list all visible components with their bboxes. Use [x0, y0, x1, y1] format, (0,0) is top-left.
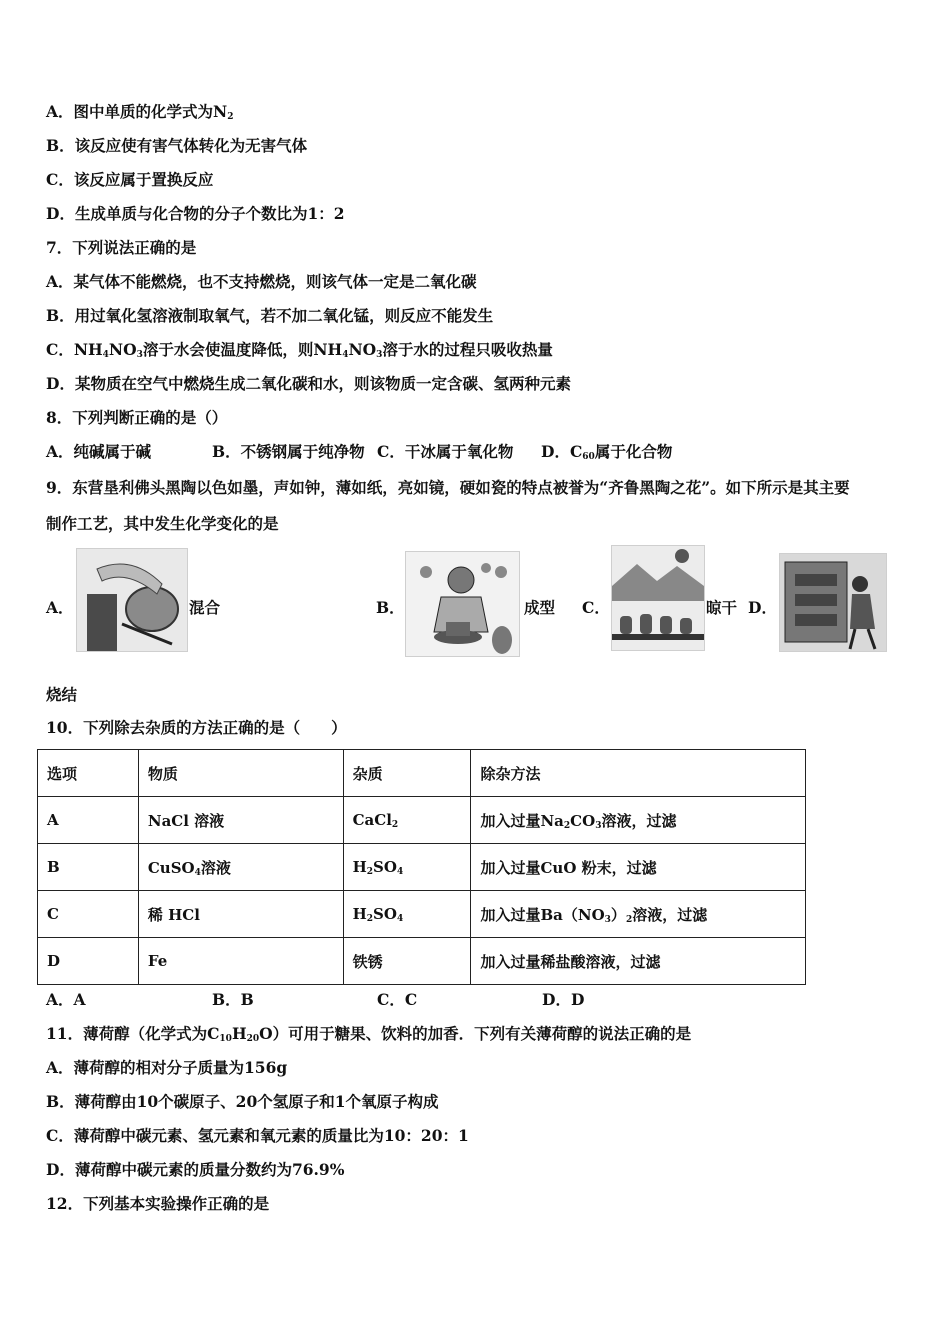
cell-option: B	[38, 844, 139, 891]
q8-stem: 8．下列判断正确的是（）	[46, 408, 228, 427]
cell-option: A	[38, 797, 139, 844]
q10-answer-b: B．B	[212, 990, 254, 1009]
q8-option-c: C．干冰属于氧化物	[377, 442, 514, 461]
cell-substance: NaCl 溶液	[138, 797, 343, 844]
cell-impurity: 铁锈	[343, 938, 471, 985]
q11-option-c: C．薄荷醇中碳元素、氢元素和氧元素的质量比为10：20：1	[46, 1126, 469, 1145]
q6-option-a: A．图中单质的化学式为$N_2$	[46, 102, 234, 122]
q11-stem: 11．薄荷醇（化学式为$C_{10}H_{20}O$）可用于糖果、饮料的加香．下列有关薄荷醇的说法正确的是	[46, 1024, 692, 1044]
header-substance: 物质	[138, 750, 343, 797]
q9-option-a-label: A．	[46, 598, 74, 617]
cell-impurity: $H_2SO_4$	[343, 891, 471, 938]
q7-option-c: C．$NH_4NO_3$溶于水会使温度降低，则$NH_4NO_3$溶于水的过程只吸收热量	[46, 340, 553, 360]
table-row	[38, 844, 806, 891]
q9-option-d-label: D．	[748, 598, 777, 617]
cell-impurity: CaCl$_2$	[343, 797, 471, 844]
q11-option-a: A．薄荷醇的相对分子质量为156g	[46, 1058, 288, 1077]
q10-answer-d: D．D	[542, 990, 585, 1009]
q9-option-b-label: B．	[376, 598, 405, 617]
cell-substance: Fe	[138, 938, 343, 985]
q9-image-shaping	[405, 551, 520, 657]
cell-method: 加入过量$Ba(NO_3)_2$溶液，过滤	[471, 891, 806, 938]
q9-option-c-text: 晾干	[706, 598, 738, 617]
cell-method: 加入过量CuO 粉末，过滤	[471, 844, 806, 891]
header-option: 选项	[38, 750, 139, 797]
q10-stem: 10．下列除去杂质的方法正确的是（ ）	[46, 718, 347, 737]
q7-option-b: B．用过氧化氢溶液制取氧气，若不加二氧化锰，则反应不能发生	[46, 306, 494, 325]
cell-option: D	[38, 938, 139, 985]
q11-option-d: D．薄荷醇中碳元素的质量分数约为76.9%	[46, 1160, 345, 1179]
q9-stem-line1: 9．东营垦利佛头黑陶以色如墨，声如钟，薄如纸，亮如镜，硬如瓷的特点被誉为“齐鲁黑陶之花”。如下所示是其主要	[46, 478, 850, 497]
cell-method: 加入过量稀盐酸溶液，过滤	[471, 938, 806, 985]
cell-substance: CuSO$_4$溶液	[138, 844, 343, 891]
q8-option-d: D．$C_{60}$属于化合物	[541, 442, 673, 462]
q9-option-d-text: 烧结	[46, 685, 78, 704]
q9-image-drying	[611, 545, 705, 651]
cell-substance: 稀 HCl	[138, 891, 343, 938]
q8-option-a: A．纯碱属于碱	[46, 442, 152, 461]
q6-option-b: B．该反应使有害气体转化为无害气体	[46, 136, 308, 155]
cell-impurity: $H_2SO_4$	[343, 844, 471, 891]
table-row	[38, 891, 806, 938]
header-impurity: 杂质	[343, 750, 471, 797]
impurity-removal-table	[37, 749, 806, 985]
q10-answer-c: C．C	[377, 990, 418, 1009]
cell-option: C	[38, 891, 139, 938]
q6-option-d: D．生成单质与化合物的分子个数比为1：2	[46, 204, 345, 223]
q10-answer-a: A．A	[46, 990, 86, 1009]
q9-stem-line2: 制作工艺，其中发生化学变化的是	[46, 514, 279, 533]
q11-option-b: B．薄荷醇由10个碳原子、20个氢原子和1个氧原子构成	[46, 1092, 439, 1111]
q7-option-a: A．某气体不能燃烧，也不支持燃烧，则该气体一定是二氧化碳	[46, 272, 477, 291]
q9-option-b-text: 成型	[524, 598, 556, 617]
q9-image-sintering	[779, 553, 887, 652]
q7-option-d: D．某物质在空气中燃烧生成二氧化碳和水，则该物质一定含碳、氢两种元素	[46, 374, 571, 393]
table-row	[38, 797, 806, 844]
cell-method: 加入过量$Na_2CO_3$溶液，过滤	[471, 797, 806, 844]
q9-image-mixing	[76, 548, 188, 652]
q6-option-c: C．该反应属于置换反应	[46, 170, 214, 189]
q9-option-c-label: C．	[582, 598, 610, 617]
q8-option-b: B．不锈钢属于纯净物	[212, 442, 365, 461]
table-header-row	[38, 750, 806, 797]
q12-stem: 12．下列基本实验操作正确的是	[46, 1194, 270, 1213]
table-row	[38, 938, 806, 985]
q9-option-a-text: 混合	[189, 598, 221, 617]
q7-stem: 7．下列说法正确的是	[46, 238, 197, 257]
header-method: 除杂方法	[471, 750, 806, 797]
